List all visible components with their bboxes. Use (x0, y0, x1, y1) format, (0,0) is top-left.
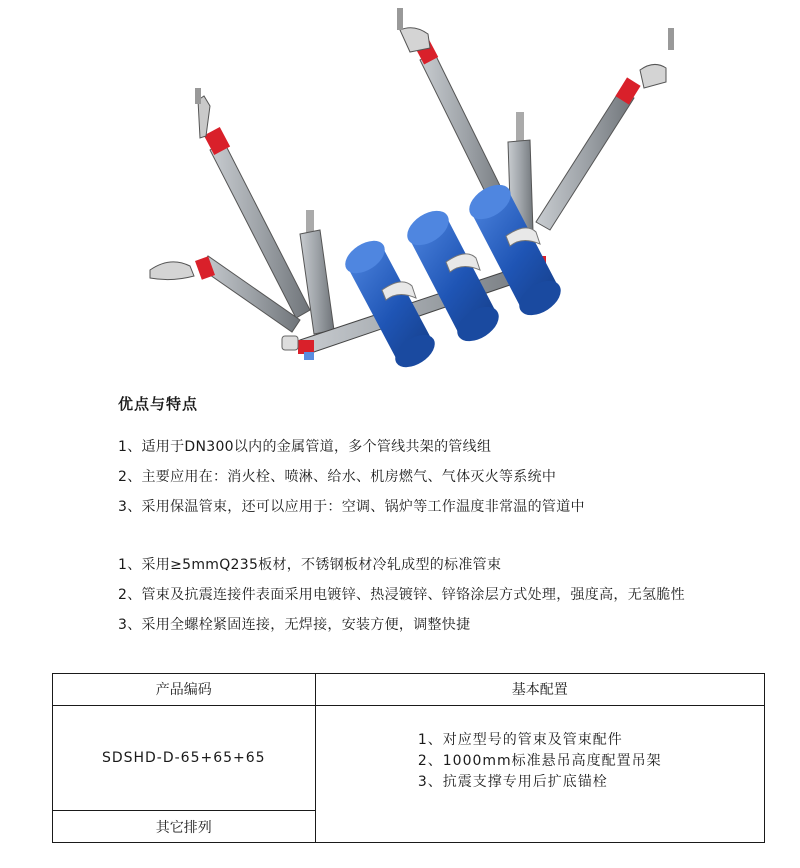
material-item: 2、管束及抗震连接件表面采用电镀锌、热浸镀锌、锌铬涂层方式处理，强度高，无氢脆性 (118, 587, 685, 603)
spec-table (52, 673, 765, 843)
feature-item: 3、采用保温管束，还可以应用于：空调、锅炉等工作温度非常温的管道中 (118, 499, 585, 515)
config-list (418, 730, 662, 793)
config-cell (315, 705, 764, 842)
feature-item: 2、主要应用在：消火栓、喷淋、给水、机房燃气、气体灭火等系统中 (118, 469, 557, 485)
right-diagonal-brace (536, 28, 674, 230)
materials-list (118, 550, 685, 640)
product-code-cell: SDSHD-D-65+65+65 (53, 705, 316, 810)
spec-table-row (53, 705, 765, 810)
header-product-code: 产品编码 (53, 674, 316, 706)
feature-item: 1、适用于DN300以内的金属管道，多个管线共架的管线组 (118, 439, 492, 455)
header-basic-config: 基本配置 (315, 674, 764, 706)
seismic-bracket-illustration (120, 0, 700, 380)
config-item: 3、抗震支撑专用后扩底锚栓 (417, 773, 608, 790)
material-item: 3、采用全螺栓紧固连接，无焊接，安装方便，调整快捷 (118, 617, 471, 633)
material-item: 1、采用≥5mmQ235板材，不锈钢板材冷轧成型的标准管束 (118, 557, 502, 573)
spec-table-header-row (53, 674, 765, 706)
vertical-hanger-left (300, 210, 334, 334)
left-diagonal-brace (195, 88, 310, 318)
config-item: 1、对应型号的管束及管束配件 (417, 731, 623, 748)
features-list (118, 432, 585, 522)
section-title: 优点与特点 (118, 395, 199, 413)
config-item: 2、1000mm标准悬吊高度配置吊架 (417, 752, 662, 769)
other-arrangement-cell: 其它排列 (53, 811, 316, 843)
